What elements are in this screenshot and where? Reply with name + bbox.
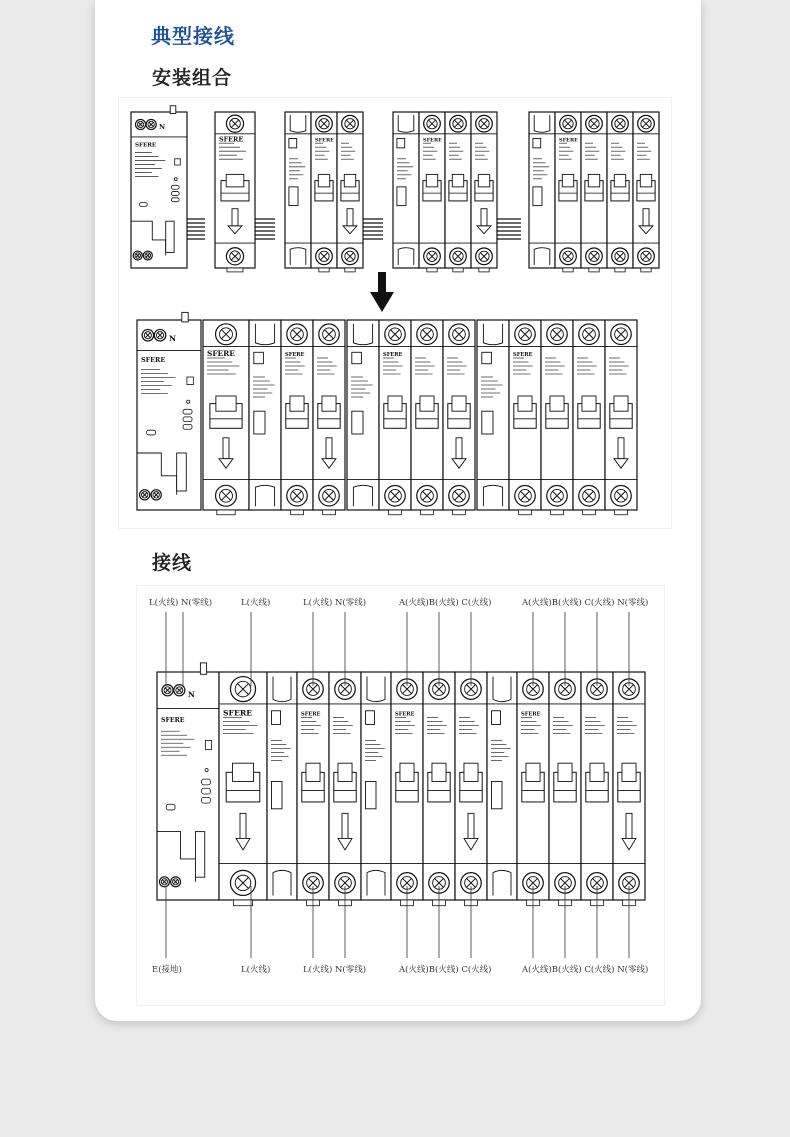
terminal-screw-icon	[171, 877, 181, 887]
brand-label: SFERE	[219, 135, 244, 144]
terminal-screw-icon	[174, 685, 185, 696]
breaker-pole	[313, 320, 345, 515]
breaker-pole	[581, 672, 613, 906]
terminal-screw-icon	[143, 251, 152, 260]
terminal-screw-icon	[450, 248, 467, 265]
wiring-heading: 接线	[152, 552, 193, 574]
breaker-pole	[613, 672, 645, 906]
section-title: 典型接线	[151, 24, 235, 48]
terminal-screw-icon	[638, 248, 655, 265]
wire-bottom-label: L(火线)	[241, 965, 271, 975]
terminal-screw-icon	[579, 324, 599, 344]
brand-label: SFERE	[207, 349, 235, 359]
breaker-pole	[391, 672, 423, 906]
wire-bottom-label: E(接地)	[152, 965, 182, 975]
terminal-screw-icon	[450, 115, 467, 132]
breaker-pole	[555, 112, 581, 272]
wiring-diagram-panel	[136, 585, 665, 1006]
terminal-screw-icon	[319, 324, 339, 344]
brand-label: SFERE	[315, 137, 334, 144]
auxiliary-module	[361, 672, 391, 900]
breaker-pole	[549, 672, 581, 906]
breaker-pole	[445, 112, 471, 272]
auxiliary-module	[249, 320, 281, 510]
assembly-arrow-icon	[370, 272, 394, 312]
breaker-pole	[633, 112, 659, 272]
terminal-screw-icon	[216, 485, 237, 506]
terminal-screw-icon	[154, 329, 166, 341]
brand-label: SFERE	[383, 352, 403, 359]
terminal-screw-icon	[226, 248, 243, 265]
terminal-screw-icon	[515, 324, 535, 344]
breaker-pole	[215, 112, 255, 272]
terminal-screw-icon	[560, 115, 577, 132]
terminal-screw-icon	[216, 324, 237, 345]
terminal-screw-icon	[162, 685, 173, 696]
terminal-screw-icon	[316, 248, 333, 265]
terminal-screw-icon	[146, 119, 156, 129]
breaker-pole	[203, 320, 249, 515]
terminal-screw-icon	[424, 115, 441, 132]
meter-module	[131, 106, 187, 268]
terminal-screw-icon	[611, 486, 631, 506]
meter-module	[137, 312, 201, 510]
breaker-pole	[219, 672, 267, 906]
terminal-screw-icon	[476, 248, 493, 265]
terminal-screw-icon	[319, 486, 339, 506]
n-terminal-label: N	[159, 123, 166, 132]
busbar-comb-icon	[363, 219, 383, 239]
breaker-pole	[281, 320, 313, 515]
terminal-screw-icon	[612, 248, 629, 265]
breaker-pole	[297, 672, 329, 906]
breaker-pole	[455, 672, 487, 906]
wiring-bottom-labels	[152, 964, 648, 975]
terminal-screw-icon	[342, 115, 359, 132]
wire-bottom-label: A(火线)B(火线) C(火线)	[399, 965, 492, 975]
terminal-screw-icon	[547, 324, 567, 344]
breaker-pole	[541, 320, 573, 515]
busbar-comb-icon	[255, 219, 275, 239]
terminal-screw-icon	[560, 248, 577, 265]
brand-label: SFERE	[513, 352, 533, 359]
terminal-screw-icon	[316, 115, 333, 132]
terminal-screw-icon	[226, 115, 243, 132]
terminal-screw-icon	[287, 324, 307, 344]
terminal-screw-icon	[476, 115, 493, 132]
terminal-screw-icon	[424, 248, 441, 265]
auxiliary-module	[285, 112, 311, 268]
brand-label: SFERE	[395, 711, 415, 718]
wire-bottom-label: L(火线) N(零线)	[303, 965, 367, 975]
install-diagram	[119, 98, 671, 528]
breaker-pole	[471, 112, 497, 272]
terminal-screw-icon	[417, 486, 437, 506]
wire-top-label: A(火线)B(火线) C(火线)	[399, 598, 492, 608]
brand-label: SFERE	[285, 352, 305, 359]
terminal-screw-icon	[287, 486, 307, 506]
auxiliary-module	[487, 672, 517, 900]
meter-brand-label: SFERE	[141, 355, 166, 364]
terminal-screw-icon	[159, 877, 169, 887]
n-terminal-label: N	[188, 690, 195, 700]
wire-top-label: L(火线)	[241, 598, 271, 608]
terminal-screw-icon	[417, 324, 437, 344]
wire-bottom-label: A(火线)B(火线) C(火线) N(零线)	[522, 965, 649, 975]
terminal-screw-icon	[385, 486, 405, 506]
busbar-comb-icon	[497, 219, 521, 239]
breaker-pole	[411, 320, 443, 515]
terminal-screw-icon	[385, 324, 405, 344]
breaker-pole	[419, 112, 445, 272]
breaker-pole	[337, 112, 363, 272]
breaker-pole	[581, 112, 607, 272]
wiring-diagram	[137, 586, 664, 1005]
breaker-pole	[573, 320, 605, 515]
brand-label: SFERE	[223, 708, 253, 718]
terminal-screw-icon	[611, 324, 631, 344]
breaker-pole	[311, 112, 337, 272]
brand-label: SFERE	[559, 137, 578, 144]
terminal-screw-icon	[515, 486, 535, 506]
auxiliary-module	[393, 112, 419, 268]
install-heading: 安装组合	[152, 67, 233, 89]
breaker-pole	[379, 320, 411, 515]
terminal-screw-icon	[612, 115, 629, 132]
auxiliary-module	[347, 320, 379, 510]
busbar-comb-icon	[187, 219, 205, 239]
brand-label: SFERE	[301, 711, 321, 718]
terminal-screw-icon	[230, 677, 255, 702]
wire-top-label: L(火线) N(零线)	[303, 598, 367, 608]
terminal-screw-icon	[638, 115, 655, 132]
breaker-pole	[443, 320, 475, 515]
terminal-screw-icon	[547, 486, 567, 506]
breaker-pole	[509, 320, 541, 515]
brand-label: SFERE	[521, 711, 541, 718]
wire-top-label: L(火线) N(零线)	[149, 598, 213, 608]
breaker-pole	[423, 672, 455, 906]
terminal-screw-icon	[230, 870, 255, 895]
meter-brand-label: SFERE	[135, 142, 157, 149]
meter-module	[157, 663, 219, 900]
terminal-screw-icon	[449, 324, 469, 344]
wire-top-label: A(火线)B(火线) C(火线) N(零线)	[522, 598, 649, 608]
wiring-top-labels	[149, 597, 648, 608]
terminal-screw-icon	[135, 119, 145, 129]
terminal-screw-icon	[586, 248, 603, 265]
n-terminal-label: N	[169, 333, 177, 343]
terminal-screw-icon	[579, 486, 599, 506]
auxiliary-module	[477, 320, 509, 510]
install-diagram-panel	[118, 97, 672, 529]
breaker-pole	[329, 672, 361, 906]
terminal-screw-icon	[342, 248, 359, 265]
terminal-screw-icon	[133, 251, 142, 260]
terminal-screw-icon	[151, 490, 161, 500]
terminal-screw-icon	[586, 115, 603, 132]
terminal-screw-icon	[140, 490, 150, 500]
breaker-pole	[605, 320, 637, 515]
brand-label: SFERE	[423, 137, 442, 144]
auxiliary-module	[529, 112, 555, 268]
terminal-screw-icon	[142, 329, 154, 341]
terminal-screw-icon	[449, 486, 469, 506]
meter-brand-label: SFERE	[161, 717, 185, 725]
breaker-pole	[607, 112, 633, 272]
breaker-pole	[517, 672, 549, 906]
auxiliary-module	[267, 672, 297, 900]
